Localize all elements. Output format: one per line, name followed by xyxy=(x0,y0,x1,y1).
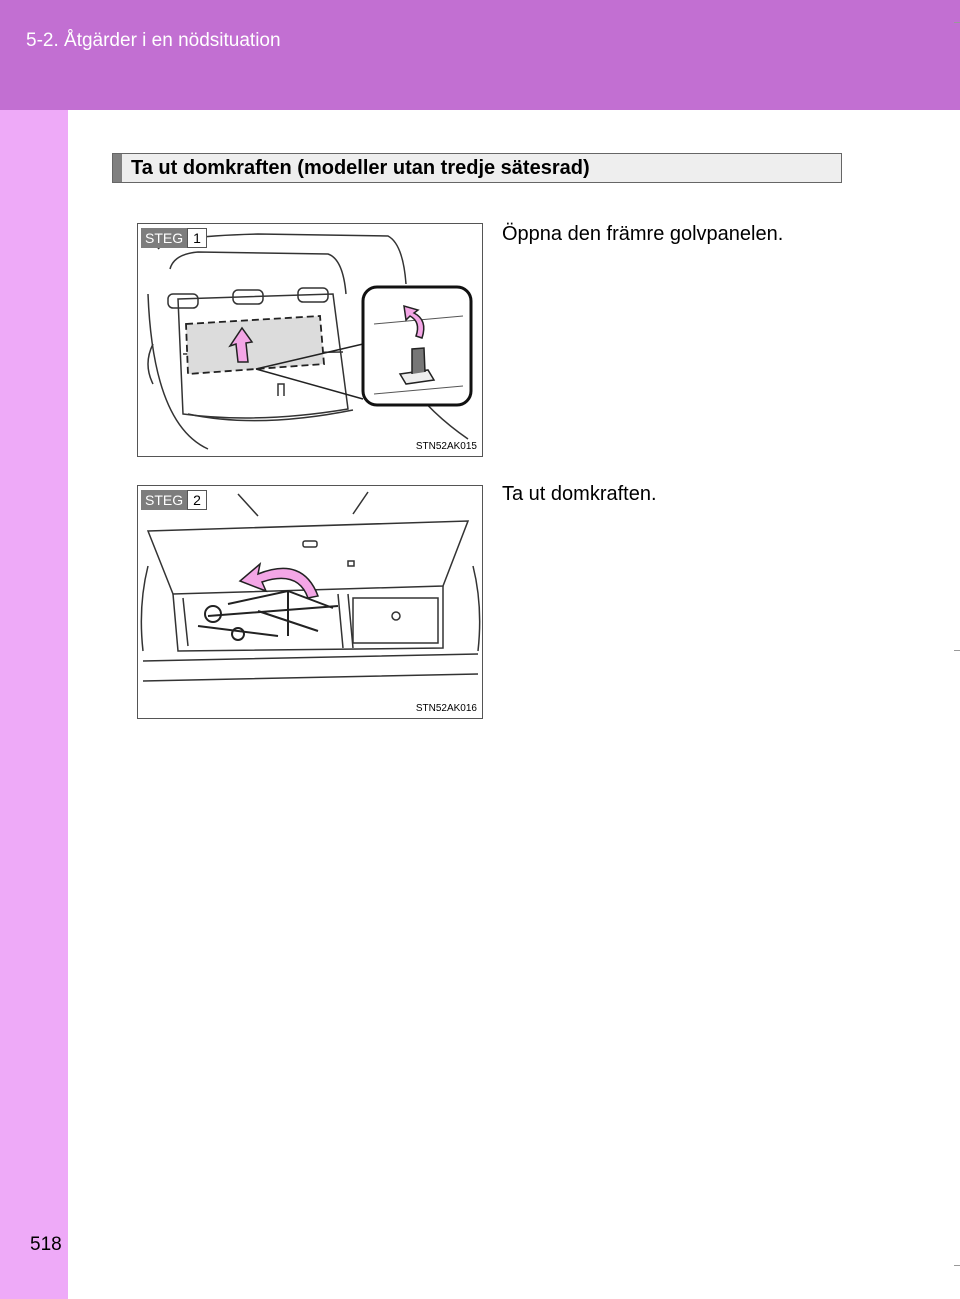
step-1-badge xyxy=(141,228,207,248)
cargo-area-drawing xyxy=(138,224,483,457)
figure-code: STN52AK015 xyxy=(415,441,477,452)
page-number: 518 xyxy=(30,1234,62,1255)
step-badge-label: STEG xyxy=(141,490,187,510)
zoom-inset xyxy=(363,287,471,405)
chapter-title: 5-2. Åtgärder i en nödsituation xyxy=(26,30,281,51)
jack-storage-drawing xyxy=(138,486,483,719)
floor-panel-handle-icon xyxy=(412,348,425,374)
jack-icon xyxy=(198,591,338,640)
step-badge-number: 2 xyxy=(187,490,207,510)
side-margin-band xyxy=(0,110,68,1299)
header-band xyxy=(0,0,960,110)
step-2-illustration xyxy=(137,485,483,719)
step-2-instruction: Ta ut domkraften. xyxy=(502,483,657,505)
section-heading xyxy=(112,153,842,183)
step-badge-label: STEG xyxy=(141,228,187,248)
step-2-badge xyxy=(141,490,207,510)
heading-accent-bar xyxy=(113,154,122,182)
figure-code: STN52AK016 xyxy=(415,703,477,714)
step-1-instruction: Öppna den främre golvpanelen. xyxy=(502,223,784,245)
section-heading-text: Ta ut domkraften (modeller utan tredje sätesrad) xyxy=(131,157,590,179)
step-1-illustration xyxy=(137,223,483,457)
crop-mark xyxy=(954,1265,960,1266)
crop-mark xyxy=(954,650,960,651)
step-badge-number: 1 xyxy=(187,228,207,248)
crop-mark xyxy=(954,22,960,23)
